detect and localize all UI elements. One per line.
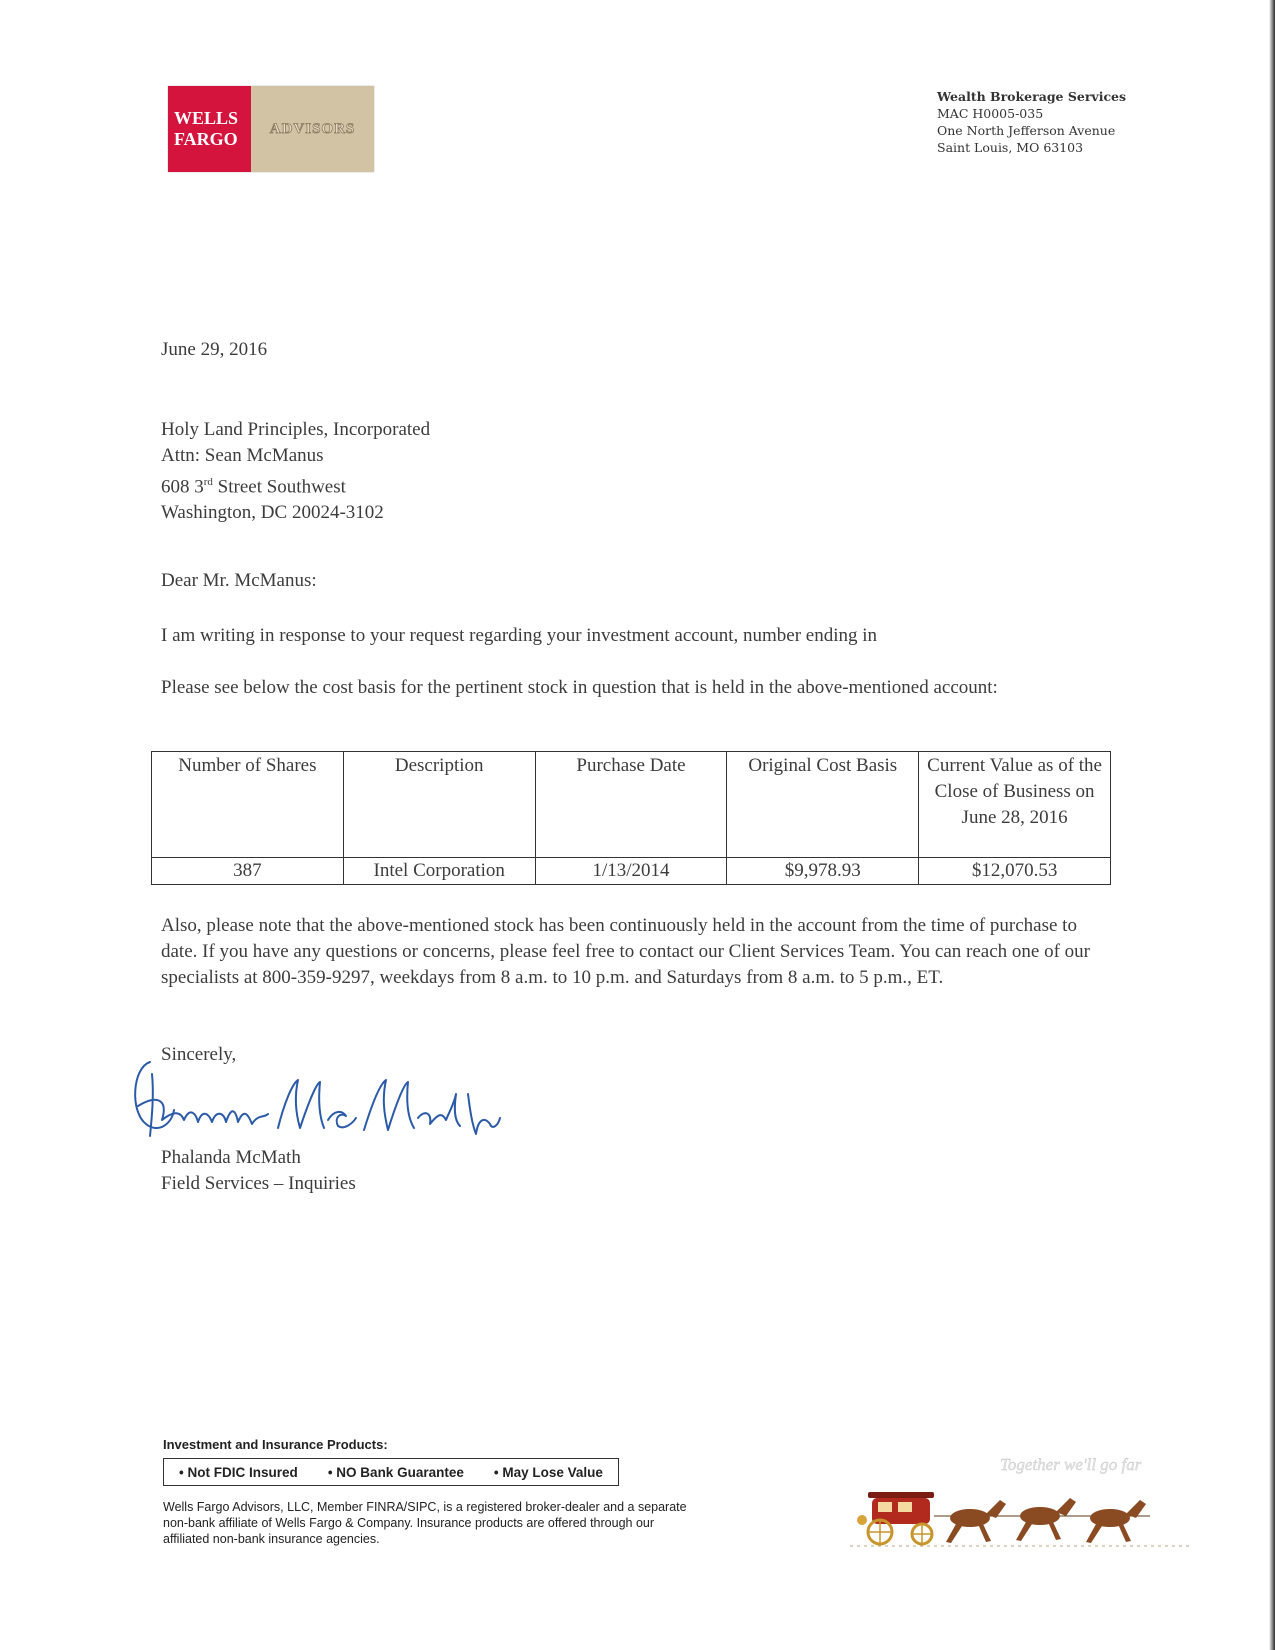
recipient-line3 — [161, 469, 430, 500]
recipient-street-number: 608 3 — [161, 476, 204, 498]
header-description: Description — [343, 752, 535, 858]
return-address — [937, 88, 1126, 156]
recipient-line4: Washington, DC 20024-3102 — [161, 502, 384, 524]
signer-title: Field Services – Inquiries — [161, 1173, 356, 1194]
recipient-address — [161, 417, 430, 526]
letter-date: June 29, 2016 — [161, 339, 268, 360]
cell-current-value: $12,070.53 — [919, 858, 1111, 885]
logo-tan-block — [251, 86, 374, 172]
cell-original-cost-basis: $9,978.93 — [727, 858, 919, 885]
disclaimer-no-guarantee: • NO Bank Guarantee — [327, 1464, 464, 1480]
recipient-street-name: Street Southwest — [212, 476, 346, 498]
return-address-line3: One North Jefferson Avenue — [937, 123, 1116, 138]
closing: Sincerely, — [161, 1044, 237, 1065]
logo-advisors: ADVISORS — [269, 120, 356, 137]
cell-number-of-shares: 387 — [152, 858, 344, 885]
recipient-line1: Holy Land Principles, Incorporated — [161, 419, 431, 440]
header-original-cost-basis: Original Cost Basis — [727, 752, 919, 858]
header-number-of-shares: Number of Shares — [152, 752, 344, 858]
disclaimer-box — [163, 1458, 619, 1486]
recipient-street-suffix: rd — [203, 476, 213, 488]
tagline: Together we'll go far — [1000, 1455, 1142, 1474]
paragraph-cost-basis: Please see below the cost basis for the pertinent stock in question that is held in the above-mentioned account: — [161, 677, 998, 698]
header-purchase-date: Purchase Date — [535, 752, 727, 858]
disclaimer-not-fdic: • Not FDIC Insured — [179, 1464, 298, 1480]
table-row — [152, 858, 1111, 885]
page-edge — [1269, 0, 1275, 1650]
disclaimer-may-lose-value: • May Lose Value — [493, 1464, 603, 1480]
header-current-value: Current Value as of the Close of Business on June 28, 2016 — [919, 752, 1111, 858]
table-header-row — [152, 752, 1111, 858]
return-address-line1: Wealth Brokerage Services — [937, 89, 1127, 104]
logo-line2: FARGO — [174, 129, 238, 149]
cost-basis-table — [151, 751, 1111, 885]
footer-heading: Investment and Insurance Products: — [163, 1437, 388, 1452]
return-address-line4: Saint Louis, MO 63103 — [937, 140, 1084, 155]
return-address-line2: MAC H0005-035 — [937, 106, 1044, 121]
logo-red-block — [168, 86, 251, 172]
wells-fargo-advisors-logo — [168, 86, 374, 172]
cell-purchase-date: 1/13/2014 — [535, 858, 727, 885]
recipient-line2: Attn: Sean McManus — [161, 445, 324, 466]
handwritten-signature — [128, 1054, 548, 1154]
stagecoach-icon — [850, 1480, 1190, 1550]
paragraph-request: I am writing in response to your request regarding your investment account, number ending in — [161, 625, 878, 646]
logo-line1: WELLS — [174, 108, 239, 128]
paragraph-contact: Also, please note that the above-mentioned stock has been continuously held in the account from the time of purchase to date. If you have any questions or concerns, please feel free to contact our Client Services Team. You can reach one of our specialists at 800-359-9297, weekdays from 8 a.m. to 10 p.m. and Saturdays from 8 a.m. to 5 p.m., ET. — [161, 915, 1090, 988]
salutation: Dear Mr. McManus: — [161, 570, 317, 591]
signer-name: Phalanda McMath — [161, 1147, 301, 1168]
footer-legal-text: Wells Fargo Advisors, LLC, Member FINRA/SIPC, is a registered broker-dealer and a separate non-bank affiliate of Wells Fargo & Company. Insurance products are offered through our affiliated non-bank insurance agencies. — [163, 1500, 687, 1546]
cell-description: Intel Corporation — [343, 858, 535, 885]
